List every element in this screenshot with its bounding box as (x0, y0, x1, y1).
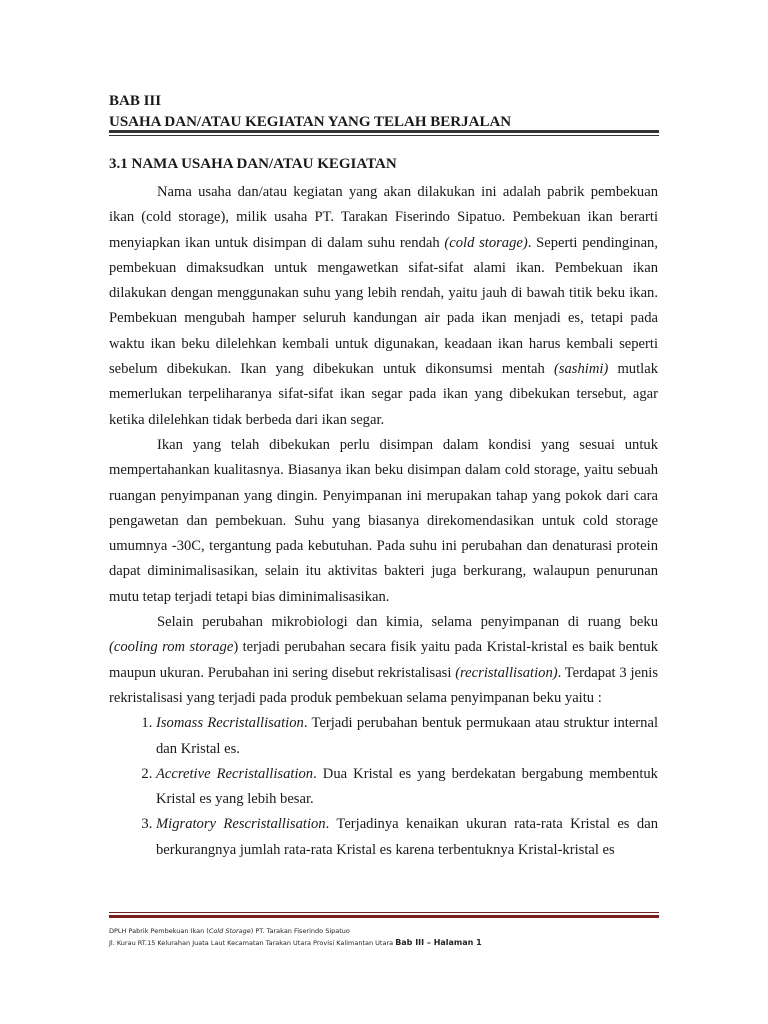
list-item: 1. Isomass Recristallisation. Terjadi perubahan bentuk permukaan atau struktur internal dan Kristal es. (156, 711, 658, 762)
list-item: 3. Migratory Rescristallisation. Terjadinya kenaikan ukuran rata-rata Kristal es dan berkurangnya jumlah rata-rata Kristal es karena terbentuknya Kristal-kristal es (156, 812, 658, 863)
list-item: 2. Accretive Recristallisation. Dua Kristal es yang berdekatan bergabung membentuk Kristal es yang lebih besar. (156, 762, 658, 813)
chapter-number: BAB III (109, 93, 162, 109)
footer-rule-thick (109, 915, 659, 918)
header-rule-thin (109, 135, 659, 136)
page-footer (109, 925, 669, 949)
chapter-title: USAHA DAN/ATAU KEGIATAN YANG TELAH BERJALAN (109, 114, 512, 130)
page-number: Bab III – Halaman 1 (395, 938, 482, 947)
body-text (109, 180, 658, 863)
section-title: 3.1 NAMA USAHA DAN/ATAU KEGIATAN (109, 156, 397, 172)
header-rule-thick (109, 130, 659, 133)
paragraph-3: Selain perubahan mikrobiologi dan kimia, selama penyimpanan di ruang beku (cooling rom storage) terjadi perubahan secara fisik yaitu pada Kristal-kristal es baik bentuk maupun ukuran. Perubahan ini sering disebut rekristalisasi (recristallisation). Terdapat 3 jenis rekristalisasi yang terjadi pada produk pembekuan selama penyimpanan beku yaitu : (109, 614, 659, 706)
paragraph-2: Ikan yang telah dibekukan perlu disimpan dalam kondisi yang sesuai untuk mempertahankan kualitasnya. Biasanya ikan beku disimpan dalam cold storage, yaitu sebuah ruangan penyimpanan yang dingin. Penyimpanan ini merupakan tahap yang pokok dari cara pengawetan dan pembekuan. Suhu yang biasanya direkomendasikan untuk cold storage umumnya -30C, tergantung pada kebutuhan. Pada suhu ini perubahan dan denaturasi protein dapat diminimalisasikan, selain itu aktivitas bakteri juga berkurang, walaupun penurunan mutu tetap terjadi tetapi bias diminimalisasikan. (109, 436, 658, 605)
recrystallisation-list (109, 711, 658, 863)
footer-document-title: DPLH Pabrik Pembekuan Ikan (Cold Storage) PT. Tarakan Fiserindo Sipatuo (109, 927, 350, 935)
footer-address: Jl. Kurau RT.15 Kelurahan Juata Laut Kecamatan Tarakan Utara Provisi Kalimantan Utara Bab III – Halaman 1 (109, 938, 482, 947)
chapter-heading (109, 91, 511, 133)
footer-rule-thin (109, 912, 659, 913)
paragraph-1: Nama usaha dan/atau kegiatan yang akan dilakukan ini adalah pabrik pembekuan ikan (cold storage), milik usaha PT. Tarakan Fiserindo Sipatuo. Pembekuan ikan berarti menyiapkan ikan untuk disimpan di dalam suhu rendah (cold storage). Seperti pendinginan, pembekuan dimaksudkan untuk mengawetkan sifat-sifat alami ikan. Pembekuan ikan dilakukan dengan menggunakan suhu yang lebih rendah, yaitu jauh di bawah titik beku ikan. Pembekuan mengubah hamper seluruh kandungan air pada ikan menjadi es, tetapi pada waktu ikan beku dilelehkan kembali untuk digunakan, keadaan ikan harus kembali seperti sebelum dibekukan. Ikan yang dibekukan untuk dikonsumsi mentah (sashimi) mutlak memerlukan terpeliharanya sifat-sifat ikan segar pada ikan yang dibekukan tersebut, agar ketika dilelehkan tidak berbeda dari ikan segar. (109, 184, 658, 428)
